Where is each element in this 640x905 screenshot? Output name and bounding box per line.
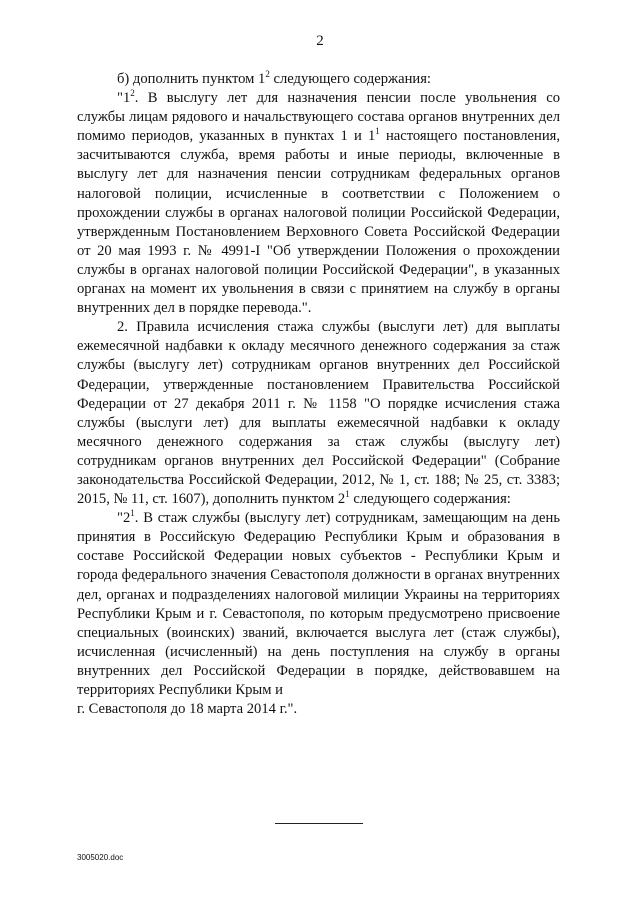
- footer-divider: [275, 823, 363, 824]
- document-body: [77, 70, 560, 719]
- paragraph-2-tail: следующего содержания:: [349, 491, 511, 508]
- paragraph-2: [77, 318, 560, 509]
- page-number: 2: [316, 33, 324, 49]
- paragraph-1-2-text: . В выслугу лет для назначения пенсии после увольнения со службы лицам рядового и начальствующего состава органов внутренних дел помимо периодов, указанных в пунктах 1 и 1: [77, 90, 560, 145]
- superscript: 1: [130, 508, 135, 519]
- paragraph-2-1-text: . В стаж службы (выслугу лет) сотрудникам, замещающим на день принятия в Российскую Федерацию Республики Крым и образования в составе Российской Федерации новых субъектов - Республики Крым и города федерального значения Севастополя должности в органах внутренних дел, органах и подразделениях налоговой милиции Украины на территориях Республики Крым и г. Севастополя, по которым предусмотрено присвоение специальных (воинских) званий, включается выслуга лет (стаж службы), исчисленная (исчисленный) на день поступления на службу в органы внутренних дел Российской Федерации в порядке, действовавшем на территориях Республики Крым и: [77, 510, 560, 698]
- superscript: 2: [265, 69, 270, 80]
- paragraph-b-tail: следующего содержания:: [269, 71, 431, 87]
- superscript: 1: [375, 126, 380, 137]
- paragraph-2-1-last-line: г. Севастополя до 18 марта 2014 г.".: [77, 701, 298, 718]
- paragraph-b-text: б) дополнить пунктом 1: [117, 71, 266, 87]
- paragraph-1-2-text-cont: настоящего постановления, засчитываются служба, время работы и иные периоды, включенные в выслугу лет для назначения пенсии сотрудникам федеральных органов налоговой полиции, исчисленные в соответствии с Положением о прохождении службы в органах налоговой полиции Российской Федерации, утвержденным Постановлением Верховного Совета Российской Федерации от 20 мая 1993 г. № 4991-I "Об утверждении Положения о прохождении службы в органах налоговой полиции Российской Федерации", в указанных органах на момент их увольнения в связи с принятием на службу в органы внутренних дел в порядке перевода.".: [77, 128, 560, 317]
- superscript: 2: [130, 88, 135, 99]
- paragraph-2-text: 2. Правила исчисления стажа службы (выслуги лет) для выплаты ежемесячной надбавки к окладу месячного денежного содержания за стаж службы (выслугу лет) сотрудникам органов внутренних дел Российской Федерации, утвержденные постановлением Правительства Российской Федерации от 27 декабря 2011 г. № 1158 "О порядке исчисления стажа службы (выслуги лет) для выплаты ежемесячной надбавки к окладу месячного денежного содержания за стаж службы (выслугу лет) сотрудникам органов внутренних дел Российской Федерации" (Собрание законодательства Российской Федерации, 2012, № 1, ст. 188; № 25, ст. 3383; 2015, № 11, ст. 1607), дополнить пунктом 2: [77, 319, 560, 508]
- document-code: 3005020.doc: [77, 853, 124, 862]
- paragraph-2-1: [77, 509, 560, 700]
- paragraph-2-1-lead: "2: [117, 510, 131, 527]
- paragraph-b: [77, 70, 560, 89]
- superscript: 1: [345, 489, 350, 500]
- paragraph-1-2: [77, 89, 560, 318]
- paragraph-1-2-lead: "1: [117, 90, 131, 107]
